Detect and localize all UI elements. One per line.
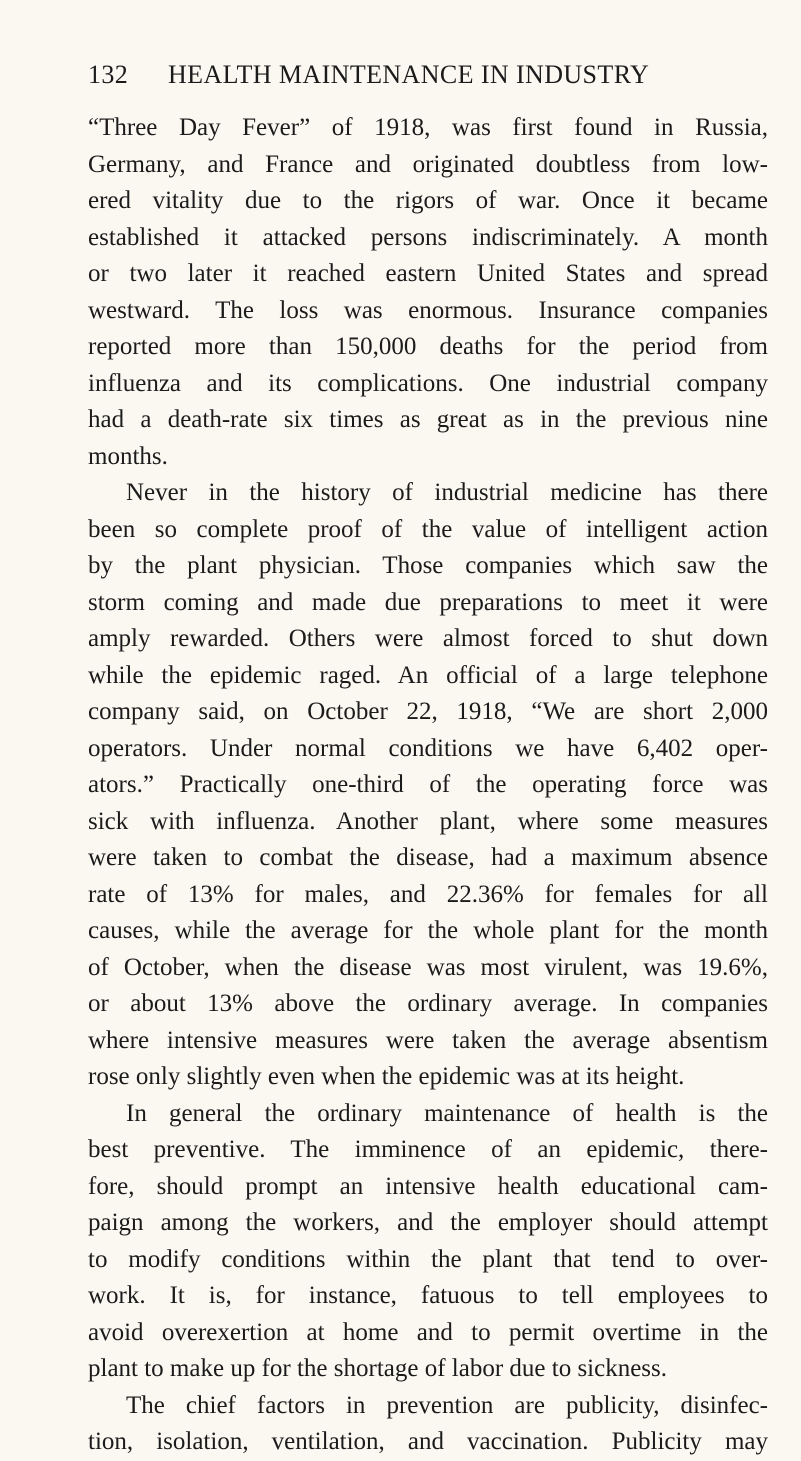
text-line: rose only slightly even when the epidemic was at its height. bbox=[88, 1063, 685, 1090]
text-line: avoid overexertion at home and to permit overtime in the bbox=[88, 1318, 768, 1346]
text-line: were taken to combat the disease, had a maximum absence bbox=[88, 844, 768, 871]
paragraph-start-line: The chief factors in prevention are publicity, disinfec- bbox=[126, 1391, 768, 1419]
text-line: plant to make up for the shortage of labor due to sickness. bbox=[88, 1355, 668, 1382]
text-line: company said, on October 22, 1918, “We are short 2,000 bbox=[88, 698, 768, 725]
text-line: to modify conditions within the plant that tend to over- bbox=[88, 1245, 768, 1273]
text-line: or two later it reached eastern United States and spread bbox=[88, 260, 768, 287]
text-line: westward. The loss was enormous. Insurance companies bbox=[88, 296, 768, 324]
text-line: been so complete proof of the value of intelligent action bbox=[88, 515, 768, 543]
paragraph-start-line: In general the ordinary maintenance of health is the bbox=[126, 1099, 768, 1127]
text-line: storm coming and made due preparations to meet it were bbox=[88, 588, 768, 616]
text-line: “Three Day Fever” of 1918, was first found in Russia, bbox=[88, 114, 768, 141]
text-line: months. bbox=[88, 442, 168, 470]
text-line: sick with influenza. Another plant, where some measures bbox=[88, 807, 768, 835]
text-line: rate of 13% for males, and 22.36% for females for all bbox=[88, 880, 768, 908]
text-line: of October, when the disease was most virulent, was 19.6%, bbox=[88, 953, 768, 981]
text-line: operators. Under normal conditions we have 6,402 oper- bbox=[88, 734, 768, 762]
text-line: paign among the workers, and the employer should attempt bbox=[88, 1209, 768, 1236]
text-line: reported more than 150,000 deaths for the period from bbox=[88, 333, 768, 360]
text-line: causes, while the average for the whole plant for the month bbox=[88, 917, 768, 944]
text-line: fore, should prompt an intensive health educational cam- bbox=[88, 1172, 768, 1200]
running-title: HEALTH MAINTENANCE IN INDUSTRY bbox=[168, 60, 650, 89]
running-head bbox=[88, 60, 768, 96]
text-line: ered vitality due to the rigors of war. Once it became bbox=[88, 187, 768, 214]
text-line: work. It is, for instance, fatuous to tell employees to bbox=[88, 1282, 768, 1309]
text-line: established it attacked persons indiscriminately. A month bbox=[88, 223, 768, 251]
text-line: amply rewarded. Others were almost forced to shut down bbox=[88, 625, 768, 652]
text-line: tion, isolation, ventilation, and vaccination. Publicity may bbox=[88, 1428, 768, 1455]
text-line: ators.” Practically one-third of the operating force was bbox=[88, 771, 768, 798]
text-line: while the epidemic raged. An official of a large telephone bbox=[88, 661, 768, 689]
text-line: influenza and its complications. One industrial company bbox=[88, 369, 768, 397]
text-line: by the plant physician. Those companies which saw the bbox=[88, 552, 768, 579]
text-line: had a death-rate six times as great as in the previous nine bbox=[88, 406, 768, 433]
page-number: 132 bbox=[88, 60, 129, 89]
paragraph-start-line: Never in the history of industrial medicine has there bbox=[126, 479, 768, 506]
text-line: best preventive. The imminence of an epidemic, there- bbox=[88, 1136, 768, 1163]
body-text bbox=[88, 110, 768, 1461]
text-line: where intensive measures were taken the average absentism bbox=[88, 1026, 768, 1054]
text-line: Germany, and France and originated doubtless from low- bbox=[88, 150, 768, 178]
text-line: or about 13% above the ordinary average. In companies bbox=[88, 990, 768, 1017]
